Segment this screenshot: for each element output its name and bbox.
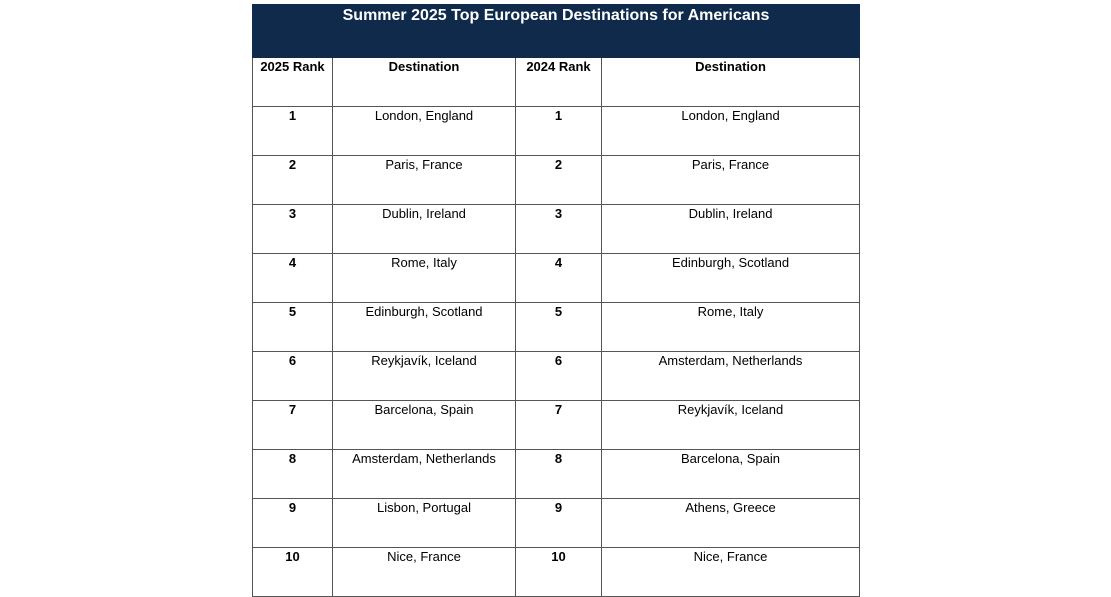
destination-2025-cell: London, England: [333, 107, 516, 156]
rank-2025-cell: 2: [253, 156, 333, 205]
table-row: [253, 548, 860, 597]
destination-2025-cell: Amsterdam, Netherlands: [333, 450, 516, 499]
rank-2025-cell: 9: [253, 499, 333, 548]
rank-2025-cell: 4: [253, 254, 333, 303]
destination-2024-cell: London, England: [602, 107, 860, 156]
table-row: [253, 303, 860, 352]
rank-2025-cell: 6: [253, 352, 333, 401]
destination-2024-cell: Barcelona, Spain: [602, 450, 860, 499]
header-2025-rank: 2025 Rank: [253, 58, 333, 107]
header-2024-rank: 2024 Rank: [516, 58, 602, 107]
destination-2025-cell: Barcelona, Spain: [333, 401, 516, 450]
rank-2024-cell: 10: [516, 548, 602, 597]
destination-2024-cell: Amsterdam, Netherlands: [602, 352, 860, 401]
rank-2024-cell: 9: [516, 499, 602, 548]
rank-2025-cell: 10: [253, 548, 333, 597]
rank-2025-cell: 5: [253, 303, 333, 352]
title-row: [253, 5, 860, 58]
destination-2025-cell: Lisbon, Portugal: [333, 499, 516, 548]
header-2025-destination: Destination: [333, 58, 516, 107]
destination-2025-cell: Nice, France: [333, 548, 516, 597]
header-row: [253, 58, 860, 107]
table-row: [253, 205, 860, 254]
rank-2025-cell: 7: [253, 401, 333, 450]
rank-2024-cell: 6: [516, 352, 602, 401]
table-row: [253, 401, 860, 450]
rank-2024-cell: 4: [516, 254, 602, 303]
destination-2024-cell: Athens, Greece: [602, 499, 860, 548]
rank-2024-cell: 1: [516, 107, 602, 156]
table-row: [253, 156, 860, 205]
header-2024-destination: Destination: [602, 58, 860, 107]
destination-2024-cell: Nice, France: [602, 548, 860, 597]
table-row: [253, 499, 860, 548]
table-title: Summer 2025 Top European Destinations for Americans: [253, 5, 860, 58]
destination-2024-cell: Paris, France: [602, 156, 860, 205]
destination-2025-cell: Edinburgh, Scotland: [333, 303, 516, 352]
rank-2024-cell: 8: [516, 450, 602, 499]
destination-2025-cell: Dublin, Ireland: [333, 205, 516, 254]
rank-2024-cell: 2: [516, 156, 602, 205]
destination-2025-cell: Paris, France: [333, 156, 516, 205]
destinations-table: [252, 4, 860, 597]
destinations-table-container: [252, 4, 859, 597]
rank-2024-cell: 5: [516, 303, 602, 352]
destination-2024-cell: Reykjavík, Iceland: [602, 401, 860, 450]
rank-2024-cell: 7: [516, 401, 602, 450]
rank-2025-cell: 3: [253, 205, 333, 254]
destination-2025-cell: Rome, Italy: [333, 254, 516, 303]
table-row: [253, 254, 860, 303]
table-row: [253, 450, 860, 499]
destination-2024-cell: Edinburgh, Scotland: [602, 254, 860, 303]
table-row: [253, 352, 860, 401]
rank-2024-cell: 3: [516, 205, 602, 254]
rank-2025-cell: 1: [253, 107, 333, 156]
destination-2025-cell: Reykjavík, Iceland: [333, 352, 516, 401]
destination-2024-cell: Rome, Italy: [602, 303, 860, 352]
destination-2024-cell: Dublin, Ireland: [602, 205, 860, 254]
table-row: [253, 107, 860, 156]
rank-2025-cell: 8: [253, 450, 333, 499]
